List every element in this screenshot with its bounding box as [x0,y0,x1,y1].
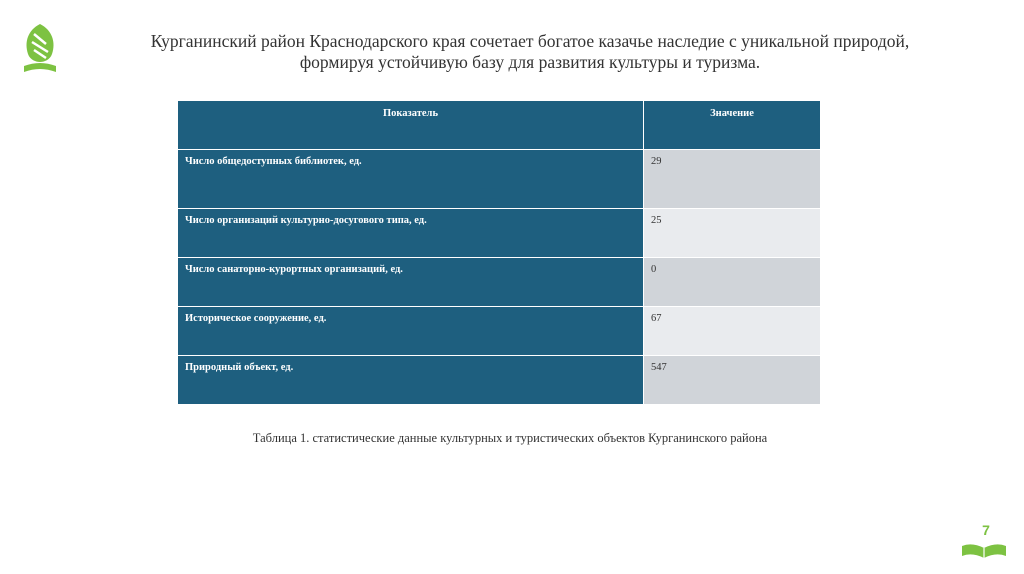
row-value: 0 [644,258,821,307]
row-value: 29 [644,150,821,209]
row-value: 67 [644,307,821,356]
slide-title [80,31,980,73]
row-label: Число санаторно-курортных организаций, ед. [178,258,644,307]
row-label: Историческое сооружение, ед. [178,307,644,356]
page-number: 7 [982,522,990,538]
table-caption: Таблица 1. статистические данные культурных и туристических объектов Курганинского района [252,431,768,445]
table-row [178,258,821,307]
table-row [178,150,821,209]
open-book-icon [960,540,1008,560]
column-header-value: Значение [644,101,821,150]
row-value: 25 [644,209,821,258]
table-header-row [178,101,821,150]
table-row [178,307,821,356]
row-label: Число организаций культурно-досугового типа, ед. [178,209,644,258]
statistics-table [177,100,820,405]
row-label: Природный объект, ед. [178,356,644,405]
row-value: 547 [644,356,821,405]
column-header-indicator: Показатель [178,101,644,150]
table-row [178,356,821,405]
book-leaf-logo-icon [20,20,60,76]
table-row [178,209,821,258]
row-label: Число общедоступных библиотек, ед. [178,150,644,209]
title-line-2: формируя устойчивую базу для развития культуры и туризма. [299,52,761,72]
title-line-1: Курганинский район Краснодарского края сочетает богатое казачье наследие с уникальной природой, [150,31,910,51]
